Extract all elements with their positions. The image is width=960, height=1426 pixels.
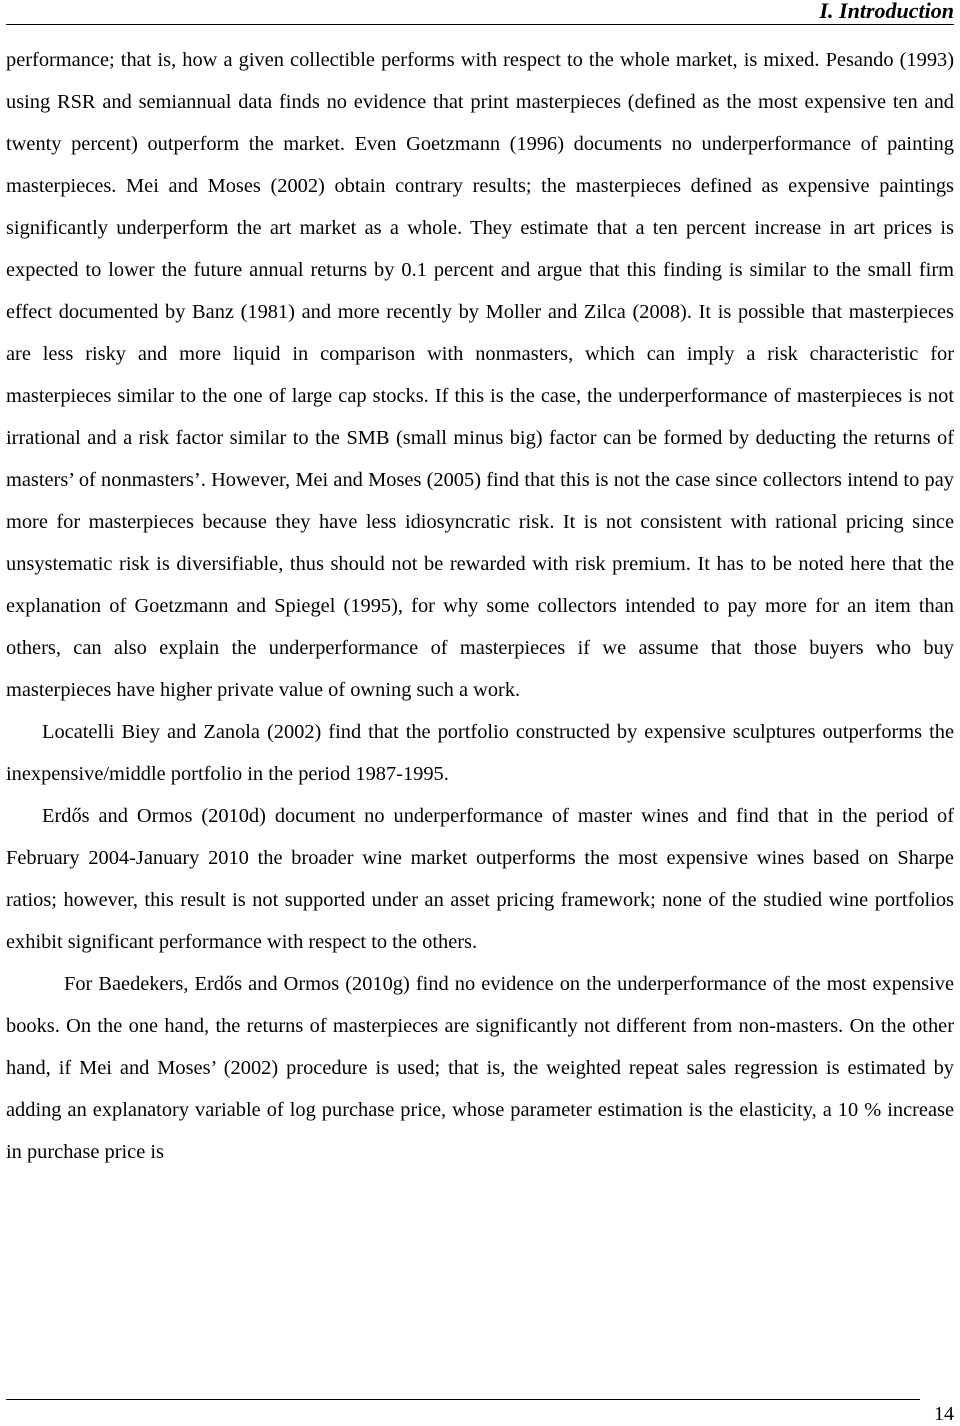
paragraph-erdos-wines: Erdős and Ormos (2010d) document no underperformance of master wines and find that in the period of February 2004-January 2010 the broader wine market outperforms the most expensive wines based on Sharpe ratios; however, this result is not supported under an asset pricing framework; none of the studied wine portfolios exhibit significant performance with respect to the others. <box>6 805 954 953</box>
body-text <box>6 39 954 1173</box>
paragraph-locatelli: Locatelli Biey and Zanola (2002) find that the portfolio constructed by expensive sculptures outperforms the inexpensive/middle portfolio in the period 1987-1995. <box>6 721 954 785</box>
page-number: 14 <box>934 1403 954 1425</box>
paragraph-continuation: performance; that is, how a given collectible performs with respect to the whole market, is mixed. Pesando (1993) using RSR and semiannual data finds no evidence that print masterpieces (defined as the most expensive ten and twenty percent) outperform the market. Even Goetzmann (1996) documents no underperformance of painting masterpieces. Mei and Moses (2002) obtain contrary results; the masterpieces defined as expensive paintings significantly underperform the art market as a whole. They estimate that a ten percent increase in art prices is expected to lower the future annual returns by 0.1 percent and argue that this finding is similar to the small firm effect documented by Banz (1981) and more recently by Moller and Zilca (2008). It is possible that masterpieces are less risky and more liquid in comparison with nonmasters, which can imply a risk characteristic for masterpieces similar to the one of large cap stocks. If this is the case, the underperformance of masterpieces is not irrational and a risk factor similar to the SMB (small minus big) factor can be formed by deducting the returns of masters’ of nonmasters’. However, Mei and Moses (2005) find that this is not the case since collectors intend to pay more for masterpieces because they have less idiosyncratic risk. It is not consistent with rational pricing since unsystematic risk is diversifiable, thus should not be rewarded with risk premium. It has to be noted here that the explanation of Goetzmann and Spiegel (1995), for why some collectors intended to pay more for an item than others, can also explain the underperformance of masterpieces if we assume that those buyers who buy masterpieces have higher private value of owning such a work. <box>6 49 954 701</box>
section-title: I. Introduction <box>819 0 954 23</box>
footer-rule <box>6 1399 920 1400</box>
paragraph-baedekers: For Baedekers, Erdős and Ormos (2010g) find no evidence on the underperformance of the most expensive books. On the one hand, the returns of masterpieces are significantly not different from non-masters. On the other hand, if Mei and Moses’ (2002) procedure is used; that is, the weighted repeat sales regression is estimated by adding an explanatory variable of log purchase price, whose parameter estimation is the elasticity, a 10 % increase in purchase price is <box>6 973 954 1163</box>
running-header <box>6 0 954 25</box>
